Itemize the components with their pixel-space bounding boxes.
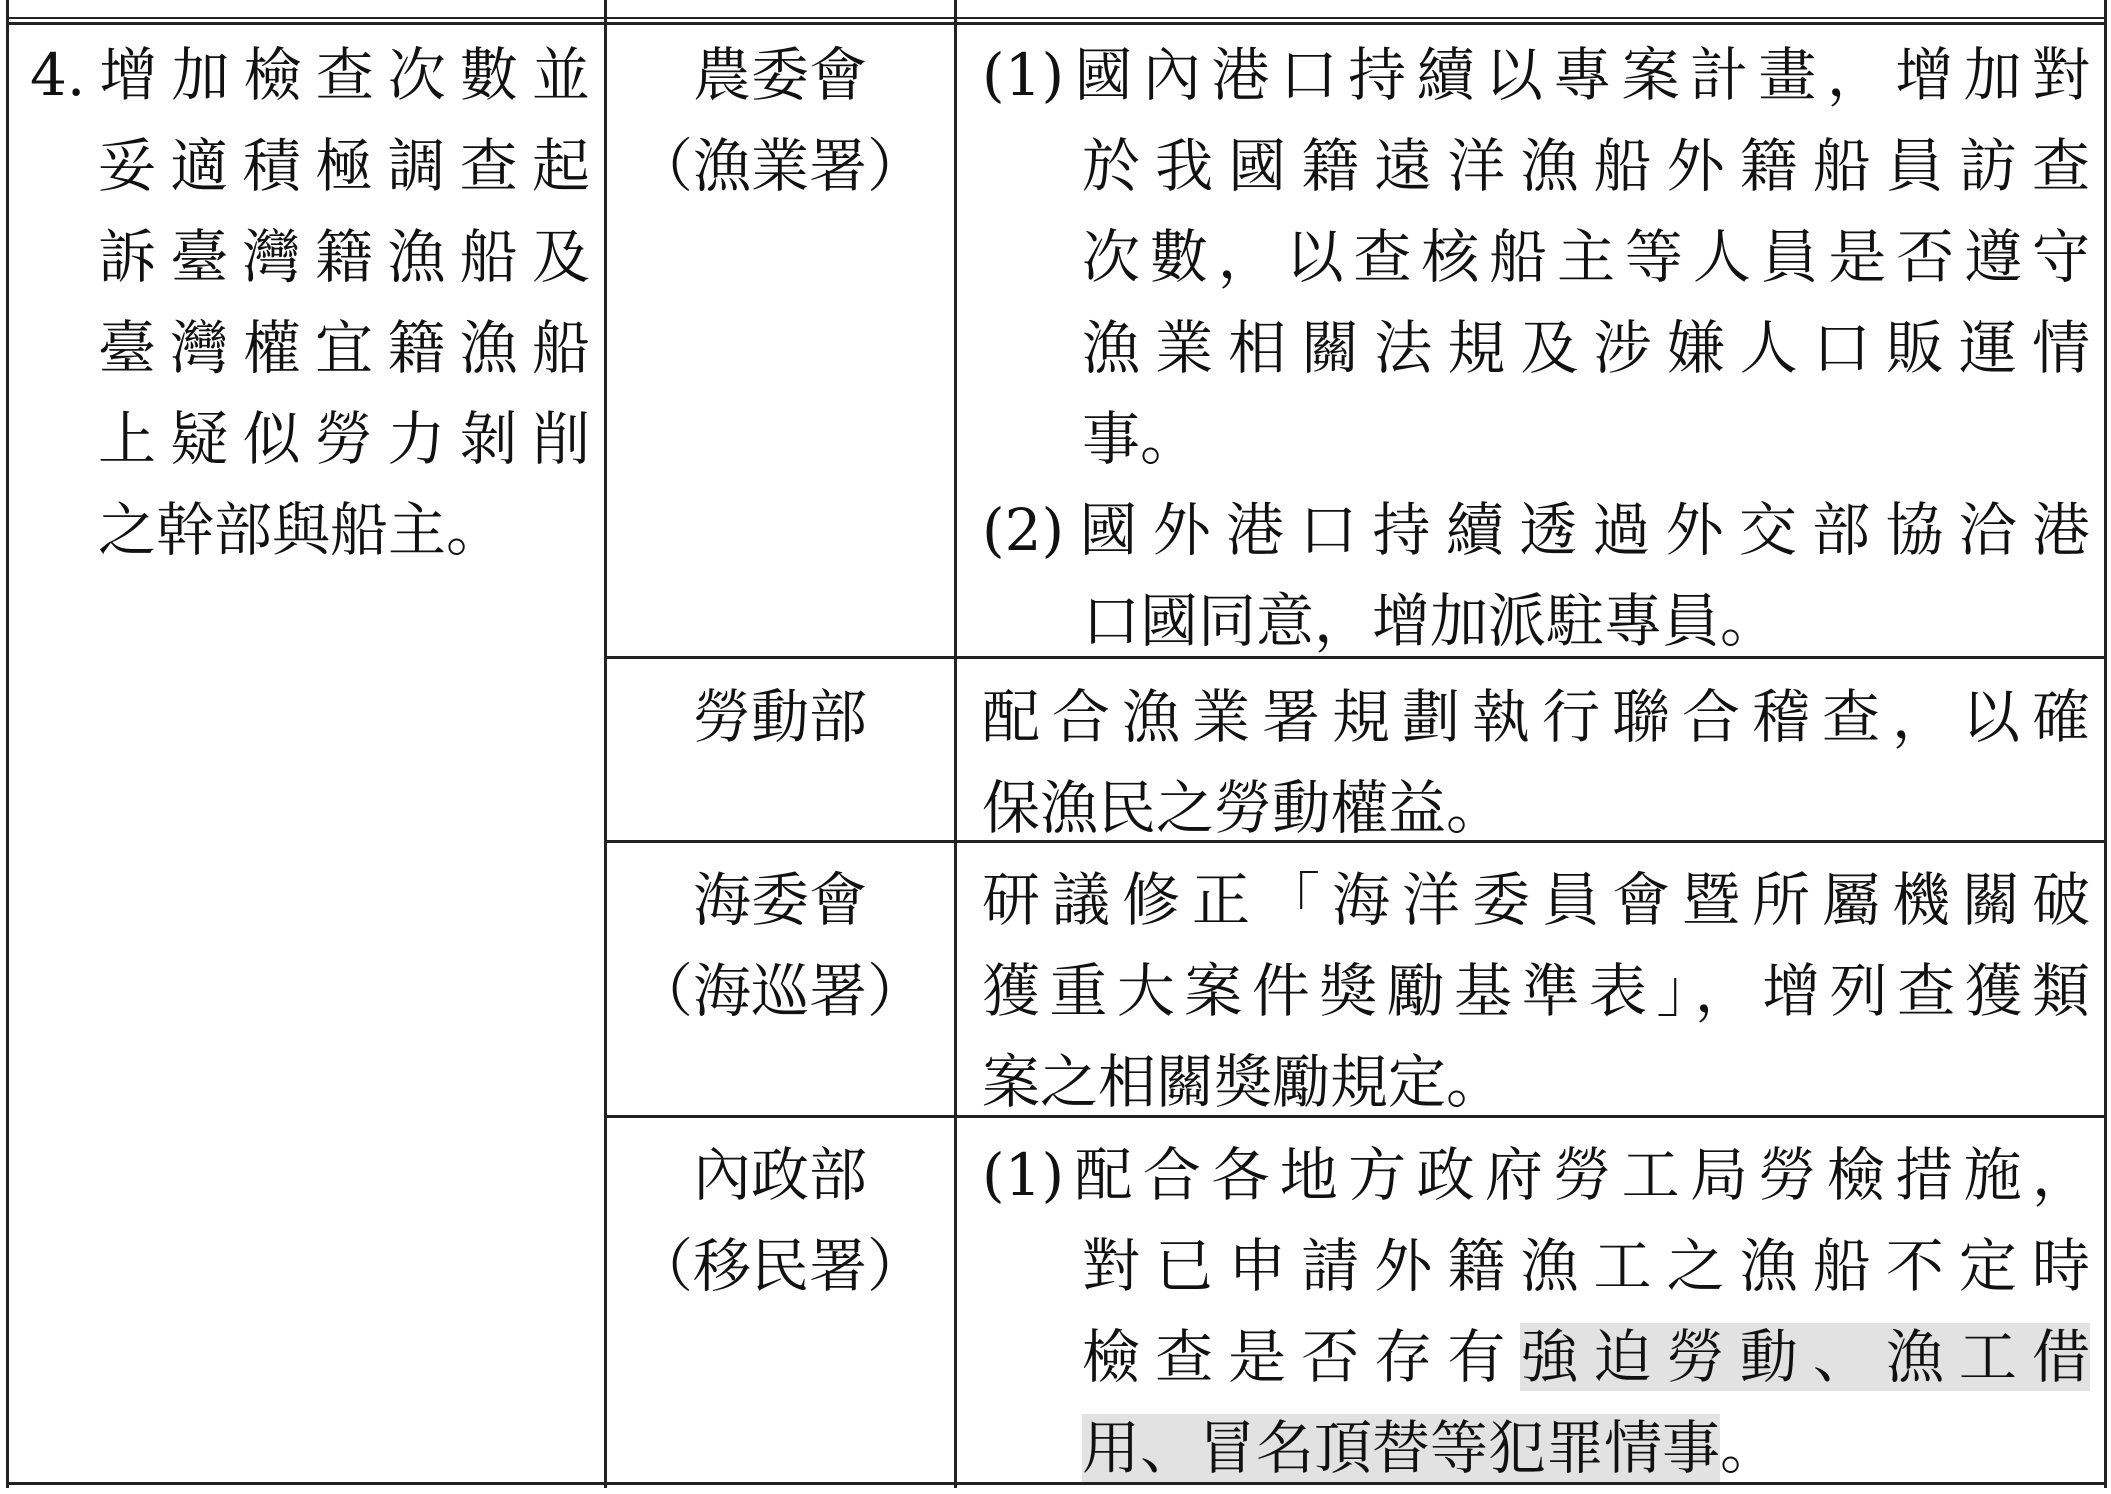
- item-line: 上疑似勞力剝削: [98, 405, 590, 473]
- agency-name: 內政部: [692, 1141, 867, 1209]
- agency-name: 海委會: [692, 866, 867, 934]
- measure-line: [982, 485, 2090, 576]
- text-segment: 檢查是否存有: [1082, 1323, 1521, 1391]
- measure-cell: [982, 30, 2090, 667]
- text-segment: 事。: [1082, 405, 1199, 473]
- agency-cell: [630, 855, 930, 1037]
- top-double-border: [7, 17, 2106, 25]
- highlighted-text: 用、冒名頂替等犯罪情事: [1082, 1414, 1721, 1482]
- text-segment: 次數，以查核船主等人員是否遵守: [1082, 223, 2090, 291]
- text-segment: 保漁民之勞動權益。: [982, 774, 1505, 842]
- text-segment: 於我國籍遠洋漁船外籍船員訪查: [1082, 132, 2090, 200]
- text-segment: 研議修正「海洋委員會暨所屬機關破: [982, 866, 2090, 934]
- agency-name: （海巡署）: [634, 957, 925, 1025]
- item-description: [30, 30, 590, 576]
- text-segment: (2)國外港口持續透過外交部協洽港: [982, 496, 2090, 564]
- agency-cell: [630, 672, 930, 763]
- measure-line: [982, 1403, 2090, 1494]
- table-left-border: [6, 0, 9, 1488]
- text-segment: 漁業相關法規及涉嫌人口販運情: [1082, 314, 2090, 382]
- item-line: 妥適積極調查起: [98, 132, 590, 200]
- item-line: 4.增加檢查次數並: [30, 41, 590, 109]
- text-segment: 口國同意，增加派駐專員。: [1082, 587, 1779, 655]
- measure-line: [982, 394, 2090, 485]
- highlighted-text: 強迫勞動、漁工借: [1520, 1323, 2090, 1391]
- agency-cell: [630, 1130, 930, 1312]
- text-segment: 獲重大案件獎勵基準表」，增列查獲類: [982, 957, 2090, 1025]
- measure-cell: [982, 1130, 2090, 1494]
- agency-name: 勞動部: [692, 683, 867, 751]
- agency-cell: [630, 30, 930, 212]
- table-right-border: [2104, 0, 2107, 1488]
- column-divider-2: [954, 0, 957, 1488]
- measure-cell: [982, 672, 2090, 854]
- text-segment: (1)國內港口持續以專案計畫，增加對: [982, 41, 2090, 109]
- measure-line: [982, 1037, 2090, 1128]
- measure-line: [982, 1130, 2090, 1221]
- text-segment: 。: [1720, 1414, 1779, 1482]
- text-segment: 案之相關獎勵規定。: [982, 1048, 1505, 1116]
- measure-line: [982, 212, 2090, 303]
- measure-cell: [982, 855, 2090, 1128]
- measure-line: [982, 946, 2090, 1037]
- measure-line: [982, 1221, 2090, 1312]
- item-line: 臺灣權宜籍漁船: [98, 314, 590, 382]
- agency-name: （移民署）: [634, 1232, 925, 1300]
- item-line: 之幹部與船主。: [98, 496, 505, 564]
- measure-line: [982, 855, 2090, 946]
- text-segment: 配合漁業署規劃執行聯合稽查，以確: [982, 683, 2090, 751]
- item-line: 訴臺灣籍漁船及: [98, 223, 590, 291]
- measure-line: [982, 121, 2090, 212]
- text-segment: 對已申請外籍漁工之漁船不定時: [1082, 1232, 2090, 1300]
- text-segment: (1)配合各地方政府勞工局勞檢措施，: [982, 1141, 2090, 1209]
- agency-name: 農委會: [692, 41, 867, 109]
- agency-name: （漁業署）: [634, 132, 925, 200]
- measure-line: [982, 30, 2090, 121]
- measure-line: [982, 576, 2090, 667]
- measure-line: [982, 763, 2090, 854]
- measure-line: [982, 672, 2090, 763]
- column-divider-1: [604, 0, 607, 1488]
- measure-line: [982, 1312, 2090, 1403]
- measure-line: [982, 303, 2090, 394]
